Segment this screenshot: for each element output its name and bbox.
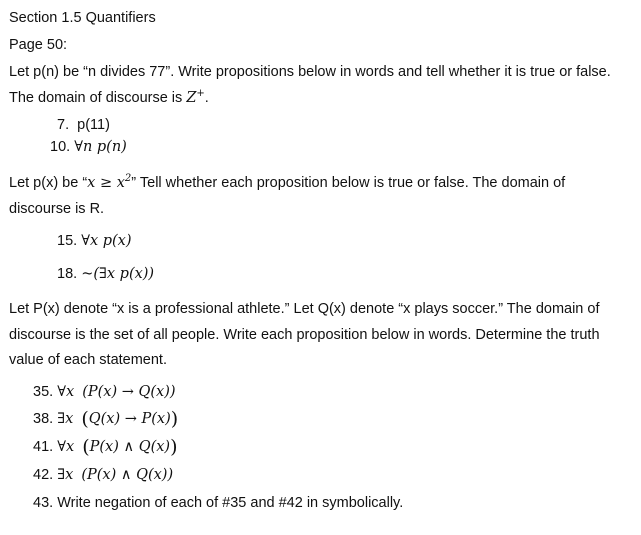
open-paren: (: [82, 436, 90, 458]
problem-number: 15.: [57, 233, 78, 249]
problem-item: [33, 410, 178, 428]
domain-superscript: +: [196, 88, 205, 99]
problem-item: [33, 494, 403, 512]
close-paren: ): [170, 408, 179, 430]
open-paren: (: [82, 384, 88, 400]
part1-intro-line2: [9, 89, 209, 107]
problem-formula: ~(∃x p(x)): [81, 266, 155, 282]
part3-intro-line2: discourse is the set of all people. Write each proposition below in words. Determine the truth: [9, 327, 600, 343]
problem-number: 35.: [33, 384, 54, 400]
part3-intro-line3: value of each statement.: [9, 352, 167, 368]
problem-formula: P(x) → Q(x): [87, 384, 170, 400]
part2-intro-suffix: ” Tell whether each proposition below is true or false. The domain of: [131, 175, 566, 191]
problem-formula: ∀n p(n): [74, 139, 127, 155]
problem-item: [33, 438, 178, 456]
open-paren: (: [81, 408, 89, 430]
problem-formula: Q(x) → P(x): [88, 411, 171, 427]
part1-intro-line2-prefix: The domain of discourse is: [9, 90, 187, 106]
problem-number: 10.: [50, 139, 71, 155]
part2-intro-prefix: Let p(x) be “: [9, 175, 88, 191]
problem-formula: P(x) ∧ Q(x): [86, 467, 168, 483]
problem-number: 41.: [33, 439, 54, 455]
problem-number: 42.: [33, 467, 54, 483]
problem-item: [57, 232, 132, 250]
section-title: Section 1.5 Quantifiers: [9, 10, 156, 26]
quantifier: ∀x: [57, 384, 75, 400]
part2-intro-line1: [9, 174, 565, 192]
part2-intro-line2: discourse is R.: [9, 201, 105, 217]
quantifier: ∀x: [57, 439, 75, 455]
problem-text: p(11): [77, 117, 110, 133]
problem-item: [33, 466, 173, 484]
problem-number: 38.: [33, 411, 54, 427]
problem-number: 43.: [33, 495, 54, 511]
close-paren: ): [167, 467, 174, 483]
problem-item: [57, 265, 154, 283]
problem-item: [33, 383, 176, 401]
problem-formula: P(x) ∧ Q(x): [89, 439, 171, 455]
part1-intro-line1: Let p(n) be “n divides 77”. Write propositions below in words and tell whether it is true or false.: [9, 64, 611, 80]
close-paren: ): [170, 436, 178, 458]
part2-intro-math-sup: 2: [124, 173, 132, 184]
part1-intro-line2-suffix: .: [204, 90, 209, 106]
problem-item: [50, 138, 127, 156]
part2-intro-math: x ≥ x: [87, 175, 125, 191]
page-reference: Page 50:: [9, 37, 68, 53]
open-paren: (: [81, 467, 87, 483]
part3-intro-line1: Let P(x) denote “x is a professional athlete.” Let Q(x) denote “x plays soccer.” The domain of: [9, 301, 600, 317]
problem-number: 18.: [57, 266, 78, 282]
problem-number: 7.: [57, 117, 70, 133]
problem-text: Write negation of each of #35 and #42 in symbolically.: [57, 495, 404, 511]
problem-formula: ∀x p(x): [81, 233, 132, 249]
problem-item: [57, 116, 110, 134]
quantifier: ∃x: [57, 411, 74, 427]
quantifier: ∃x: [57, 467, 74, 483]
close-paren: ): [169, 384, 176, 400]
domain-symbol: Z: [186, 90, 197, 106]
